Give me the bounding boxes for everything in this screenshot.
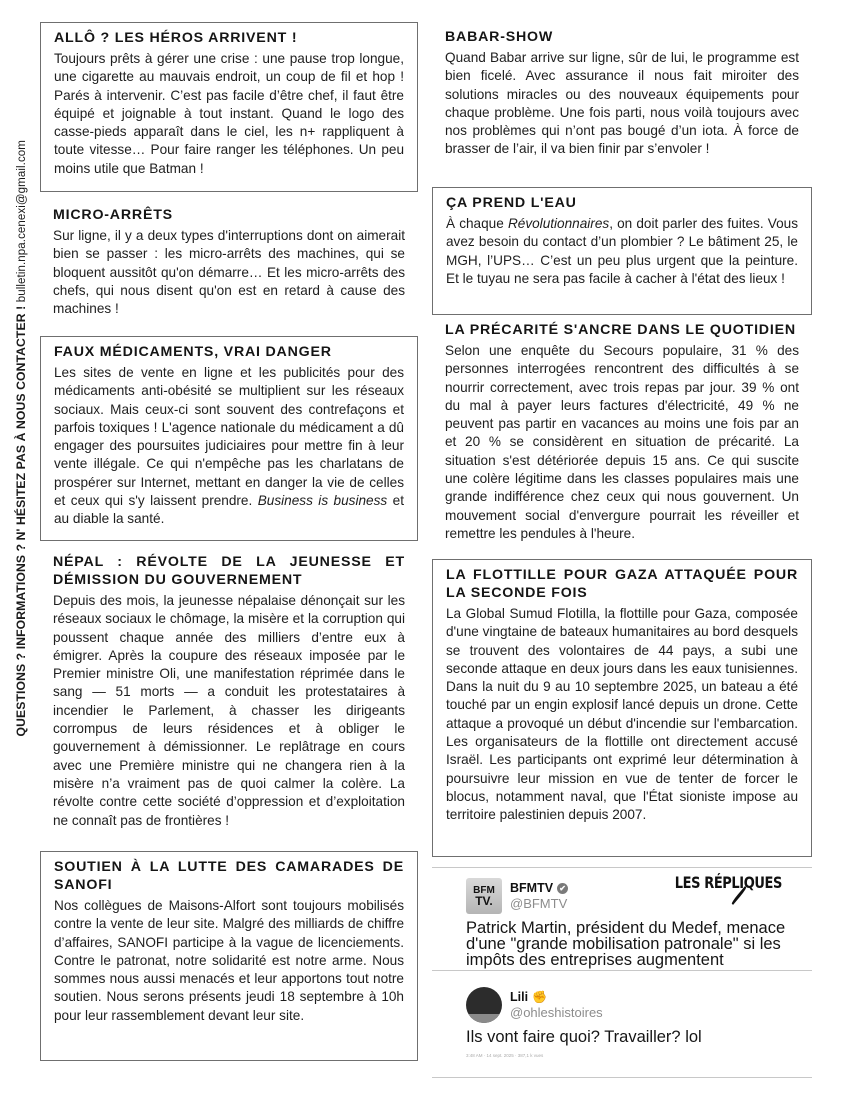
- article-title: BABAR-SHOW: [445, 29, 554, 45]
- right-column: [432, 22, 812, 1078]
- article-heros: [40, 22, 418, 192]
- article-body: À chaque Révolutionnaires, on doit parler des fuites. Vous avez besoin du contact d’un plombier ? Le bâtiment 25, le MGH, l’UPS… C’est un peu plus urgent que la peinture. Et le tuyau ne sera pas facile à cacher à l'état des lieux !: [446, 216, 798, 286]
- left-column: [40, 22, 418, 1061]
- article-title: MICRO-ARRÊTS: [53, 207, 173, 223]
- side-contact-banner: [2, 140, 42, 800]
- tweet-author-name: BFMTV ✔: [510, 881, 568, 896]
- tweet-bfmtv: [432, 867, 812, 970]
- lili-avatar: [466, 987, 502, 1023]
- article-sanofi: [40, 851, 418, 1061]
- tweet-author-handle: @BFMTV: [510, 896, 568, 911]
- article-nepal: [40, 541, 418, 851]
- article-title: NÉPAL : RÉVOLTE DE LA JEUNESSE ET DÉMISSION DU GOUVERNEMENT: [53, 554, 405, 588]
- article-babar-show: [432, 22, 812, 187]
- article-title: LA FLOTTILLE POUR GAZA ATTAQUÉE POUR LA SECONDE FOIS: [446, 567, 798, 601]
- les-repliques-badge: LES RÉPLIQUES: [674, 874, 782, 893]
- article-body: Toujours prêts à gérer une crise : une pause trop longue, une cigarette au mauvais endroit, un coup de fil et hop ! Parés à intervenir. C’est pas facile d’être chef, il faut être équipé et joignable à tout instant. Quand le logo des casse-pieds apparaît dans le ciel, les n+ rappliquent à toute vitesse… Pour faire ranger les téléphones. Un peu moins utile que Batman !: [54, 51, 404, 176]
- article-title: ALLÔ ? LES HÉROS ARRIVENT !: [54, 30, 298, 46]
- article-title: LA PRÉCARITÉ S'ANCRE DANS LE QUOTIDIEN: [445, 322, 796, 338]
- bfmtv-logo-avatar: BFM TV.: [466, 878, 502, 914]
- article-title: SOUTIEN À LA LUTTE DES CAMARADES DE SANOFI: [54, 859, 404, 893]
- article-italic-phrase: Révolutionnaires: [507, 216, 610, 231]
- verified-badge-icon: ✔: [557, 883, 568, 894]
- tweet-text: Ils vont faire quoi? Travailler? lol: [466, 1028, 702, 1046]
- raised-fist-icon: ✊: [532, 990, 548, 1004]
- article-micro-arrets: [40, 192, 418, 336]
- article-body: Nos collègues de Maisons-Alfort sont toujours mobilisés contre la vente de leur site. Malgré des milliards de chiffre d’affaires, SANOFI participe à la vague de licenciements. Contre le patronat, notre solidarité est notre arme. Nous sommes nous aussi menacés et leur apportons tout notre soutien. Nous serons présents jeudi 18 septembre à 10h pour leur rassemblement devant leur site.: [54, 898, 404, 1023]
- article-body: Quand Babar arrive sur ligne, sûr de lui, le programme est bien ficelé. Avec assurance il nous fait miroiter des solutions miracles ou des nouveaux équipements pour chaque problème. Une fois parti, nous voilà toujours avec nos problèmes qui n’ont pas bougé d’un iota. À force de brasser de l’air, il va bien finir par s’envoler !: [445, 50, 799, 157]
- contact-question-text: QUESTIONS ? INFORMATIONS ? N' HÉSITEZ PAS À NOUS CONTACTER !: [14, 305, 28, 737]
- tweet-lili: [432, 970, 812, 1077]
- article-body: Sur ligne, il y a deux types d'interruptions dont on aimerait bien se passer : les micro-arrêts des machines, qui se bloquent aussitôt qu'on démarre… Et les micro-arrêts des chefs, qui nous disent qu'on est en retard à cause des machines !: [53, 228, 405, 317]
- tweet-divider: [432, 1077, 812, 1078]
- article-precarite: [432, 315, 812, 559]
- article-title: FAUX MÉDICAMENTS, VRAI DANGER: [54, 344, 332, 360]
- article-ca-prend-leau: [432, 187, 812, 315]
- tweet-author-name: Lili ✊: [510, 990, 548, 1004]
- article-italic-phrase: Business is business: [257, 493, 388, 509]
- contact-email[interactable]: bulletin.npa.cenexi@gmail.com: [16, 140, 28, 303]
- article-body: Depuis des mois, la jeunesse népalaise dénonçait sur les réseaux sociaux le chômage, la misère et la corruption qui poussent chaque année des milliers d’entre eux à émigrer. Après la coupure des réseaux imposée par le Premier ministre Oli, une manifestation réprimée dans le sang — 51 morts — a conduit les protestataires à incendier le Parlement, à chasser les dirigeants corrompus de leurs résidences et à obliger le gouvernement à démissionner. Le replâtrage en cours avec une Première ministre qui ne changera rien à la misère n’a vraiment pas de quoi calmer la colère. La révolte contre cette société d’oppression et d’exploitation ne connaît pas de frontières !: [53, 593, 405, 828]
- article-faux-medicaments: [40, 336, 418, 541]
- article-body: La Global Sumud Flotilla, la flottille pour Gaza, composée d'une vingtaine de bateaux humanitaires au bord desquels se trouvent des volontaires de 44 pays, a subi une seconde attaque en deux jours dans les eaux tunisiennes. Dans la nuit du 9 au 10 septembre 2025, un bateau a été touché par un engin explosif lancé depuis un drone. Cette attaque a provoqué un début d'incendie sur l'embarcation. Les organisateurs de la flottille ont directement accusé Israël. Les participants ont exprimé leur détermination à poursuivre leur mission en vue de tenter de forcer le blocus, notamment naval, que l'État sioniste impose au territoire palestinien depuis 2007.: [446, 606, 798, 823]
- tweet-text: Patrick Martin, président du Medef, menace d'une "grande mobilisation patronale" si les impôts des entreprises augmentent: [466, 919, 786, 969]
- article-flottille-gaza: [432, 559, 812, 857]
- tweet-author-handle: @ohleshistoires: [510, 1005, 603, 1020]
- article-body: Selon une enquête du Secours populaire, 31 % des personnes interrogées rencontrent des difficultés à se nourrir correctement, avec trois repas par jour. 39 % ont du mal à payer leurs factures d'électricité, 49 % ne peuvent pas partir en vacances au moins une fois par an et 20 % se considèrent en situation de précarité. La situation s'est détériorée depuis 15 ans. Ce qui suscite une colère légitime dans les classes populaires mais une grande indifférence chez ceux qui nous gouvernent. Un mouvement social d'envergure pourrait les réveiller et remettre les pendules à l'heure.: [445, 343, 799, 541]
- article-body: Les sites de vente en ligne et les publicités pour des médicaments anti-obésité se multiplient sur les réseaux sociaux. Mais ceux-ci sont souvent des contrefaçons et parfois toxiques ! L'agence nationale du médicament a dû engager des poursuites judiciaires pour mettre fin à leur vente illégale. Ce qui n'empêche pas les charlatans de prospérer sur Internet, mettant en danger la vie de celles et ceux qui s'y laissent prendre. Business is business et au diable la santé.: [54, 365, 404, 527]
- article-title: ÇA PREND L'EAU: [446, 195, 577, 211]
- tweet-meta: 3:48 AM · 14 sept. 2025 · 387,1 k vues: [466, 1053, 544, 1058]
